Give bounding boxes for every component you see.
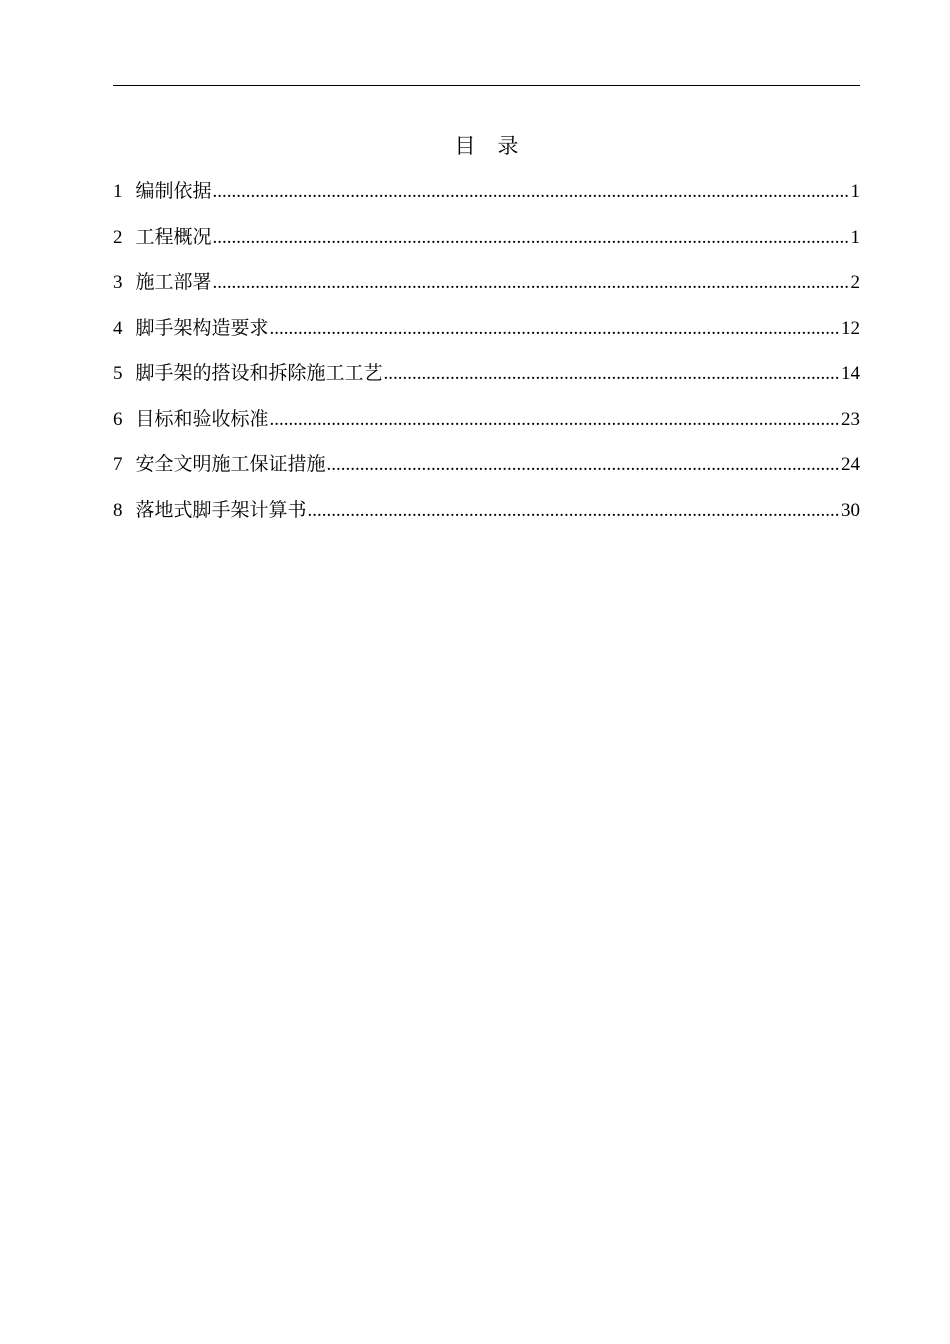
toc-item-number: 2 xyxy=(113,226,123,248)
toc-item-page: 24 xyxy=(841,454,860,475)
toc-item-text: 脚手架构造要求 xyxy=(135,316,269,339)
toc-item-page: 1 xyxy=(850,226,860,248)
toc-item-page: 2 xyxy=(850,272,860,293)
toc-item-number: 4 xyxy=(113,317,123,339)
toc-leader-dots xyxy=(213,264,850,302)
toc-item-7[interactable] xyxy=(113,445,860,491)
toc-item-text: 目标和验收标准 xyxy=(135,407,269,430)
toc-leader-dots xyxy=(308,492,840,530)
header-rule xyxy=(113,85,860,86)
toc-item-text: 编制依据 xyxy=(135,180,212,202)
toc-item-text: 工程概况 xyxy=(135,225,212,248)
toc-item-3[interactable] xyxy=(113,263,860,309)
toc-item-1[interactable] xyxy=(113,172,860,218)
toc-item-page: 23 xyxy=(841,408,860,430)
toc-item-number: 6 xyxy=(113,408,123,430)
toc-item-number: 5 xyxy=(113,363,123,384)
toc-item-page: 14 xyxy=(841,363,860,384)
toc-leader-dots xyxy=(213,173,850,211)
toc-title xyxy=(113,131,860,161)
toc-item-text: 落地式脚手架计算书 xyxy=(135,498,307,521)
toc-title-part1: 目 xyxy=(454,134,476,158)
toc-item-number: 8 xyxy=(113,499,123,521)
toc-item-4[interactable] xyxy=(113,309,860,355)
toc-item-page: 30 xyxy=(841,499,860,521)
toc-item-text: 施工部署 xyxy=(135,271,212,293)
toc-item-5[interactable] xyxy=(113,354,860,400)
toc-item-page: 12 xyxy=(841,317,860,339)
toc-item-number: 3 xyxy=(113,272,123,293)
toc-leader-dots xyxy=(384,355,840,393)
toc-item-6[interactable] xyxy=(113,400,860,446)
toc-item-text: 脚手架的搭设和拆除施工工艺 xyxy=(135,362,383,384)
toc-item-number: 7 xyxy=(113,454,123,475)
toc-item-2[interactable] xyxy=(113,218,860,264)
toc-leader-dots xyxy=(270,401,840,439)
toc-item-text: 安全文明施工保证措施 xyxy=(135,453,326,475)
toc-item-8[interactable] xyxy=(113,491,860,537)
toc-item-number: 1 xyxy=(113,181,123,202)
toc-title-part2: 录 xyxy=(497,134,519,158)
toc-list xyxy=(113,172,860,536)
toc-leader-dots xyxy=(270,310,840,348)
toc-leader-dots xyxy=(213,219,850,257)
toc-item-page: 1 xyxy=(850,181,860,202)
toc-leader-dots xyxy=(327,446,840,484)
